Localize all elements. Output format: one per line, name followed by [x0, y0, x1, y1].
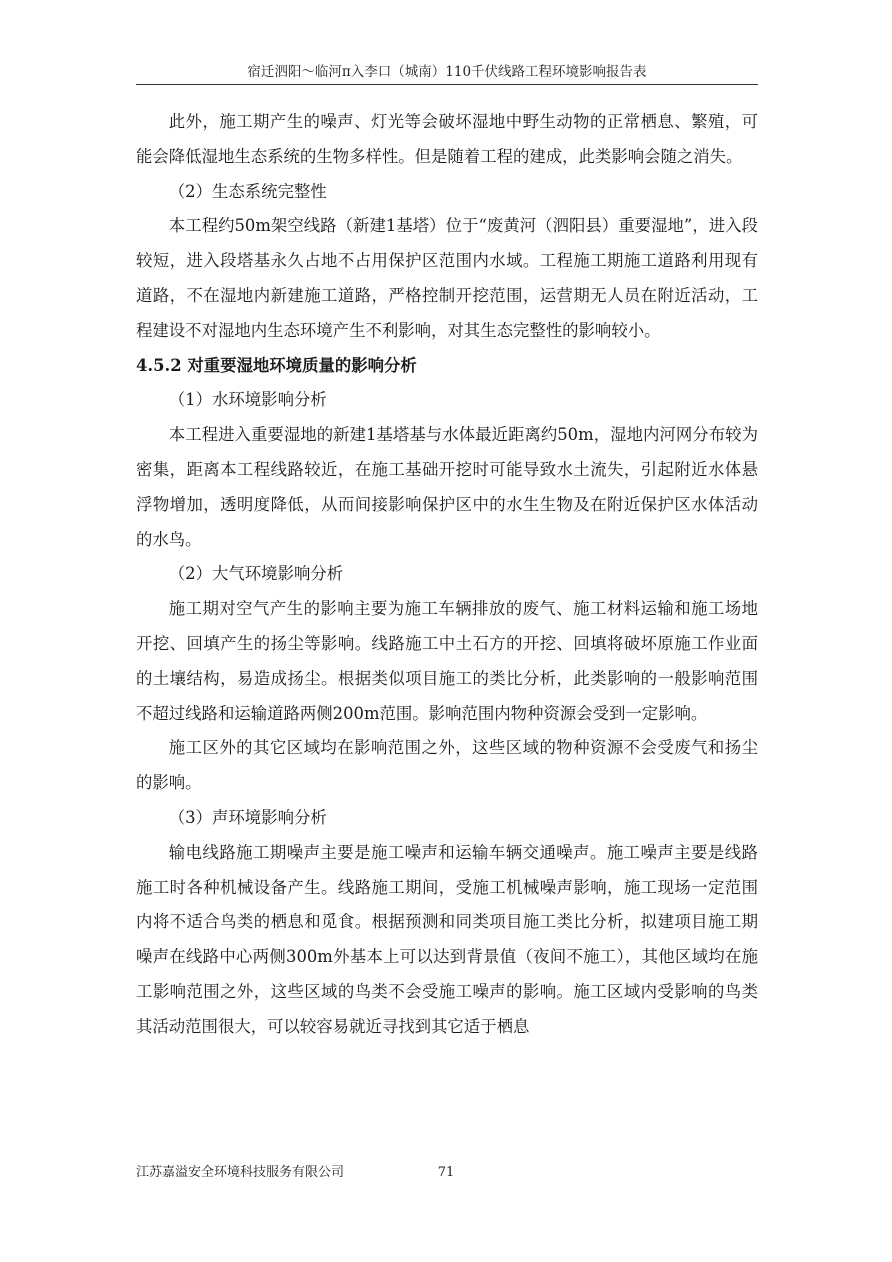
subheading-acoustic-environment: （3）声环境影响分析	[168, 807, 327, 827]
paragraph-water-environment: 本工程进入重要湿地的新建1基塔基与水体最近距离约50m，湿地内河网分布较为密集，距离本工程线路较近，在施工基础开挖时可能导致水土流失，引起附近水体悬浮物增加，透明度降低，从而间接影响保护区中的水生生物及在附近保护区水体活动的水鸟。	[136, 425, 758, 549]
paragraph-outside-construction-area: 施工区外的其它区域均在影响范围之外，这些区域的物种资源不会受废气和扬尘的影响。	[136, 738, 758, 793]
section-heading-4-5-2: 4.5.2 对重要湿地环境质量的影响分析	[136, 355, 417, 375]
paragraph-air-environment: 施工期对空气产生的影响主要为施工车辆排放的废气、施工材料运输和施工场地开挖、回填产生的扬尘等影响。线路施工中土石方的开挖、回填将破坏原施工作业面的土壤结构，易造成扬尘。根据类似项目施工的类比分析，此类影响的一般影响范围不超过线路和运输道路两侧200m范围。影响范围内物种资源会受到一定影响。	[136, 599, 758, 723]
subheading-air-environment: （2）大气环境影响分析	[168, 564, 344, 584]
document-body	[136, 105, 758, 1045]
paragraph-wildlife-disturbance: 此外，施工期产生的噪声、灯光等会破坏湿地中野生动物的正常栖息、繁殖，可能会降低湿地生态系统的生物多样性。但是随着工程的建成，此类影响会随之消失。	[136, 112, 758, 166]
page-header: 宿迁泗阳～临河π入李口（城南）110千伏线路工程环境影响报告表	[247, 64, 647, 80]
page-number: 71	[437, 1165, 455, 1180]
header-divider	[136, 84, 758, 85]
paragraph-acoustic-environment: 输电线路施工期噪声主要是施工噪声和运输车辆交通噪声。施工噪声主要是线路施工时各种机械设备产生。线路施工期间，受施工机械噪声影响，施工现场一定范围内将不适合鸟类的栖息和觅食。根据预测和同类项目施工类比分析，拟建项目施工期噪声在线路中心两侧300m外基本上可以达到背景值（夜间不施工），其他区域均在施工影响范围之外，这些区域的鸟类不会受施工噪声的影响。施工区域内受影响的鸟类其活动范围很大，可以较容易就近寻找到其它适于栖息	[136, 842, 758, 1036]
footer-company-name: 江苏嘉溢安全环境科技服务有限公司	[136, 1165, 345, 1180]
subheading-water-environment: （1）水环境影响分析	[168, 390, 327, 410]
paragraph-ecosystem-integrity: 本工程约50m架空线路（新建1基塔）位于“废黄河（泗阳县）重要湿地”，进入段较短，进入段塔基永久占地不占用保护区范围内水域。工程施工期施工道路利用现有道路，不在湿地内新建施工道路，严格控制开挖范围，运营期无人员在附近活动，工程建设不对湿地内生态环境产生不利影响，对其生态完整性的影响较小。	[136, 216, 758, 340]
subheading-ecosystem-integrity: （2）生态系统完整性	[168, 181, 327, 201]
